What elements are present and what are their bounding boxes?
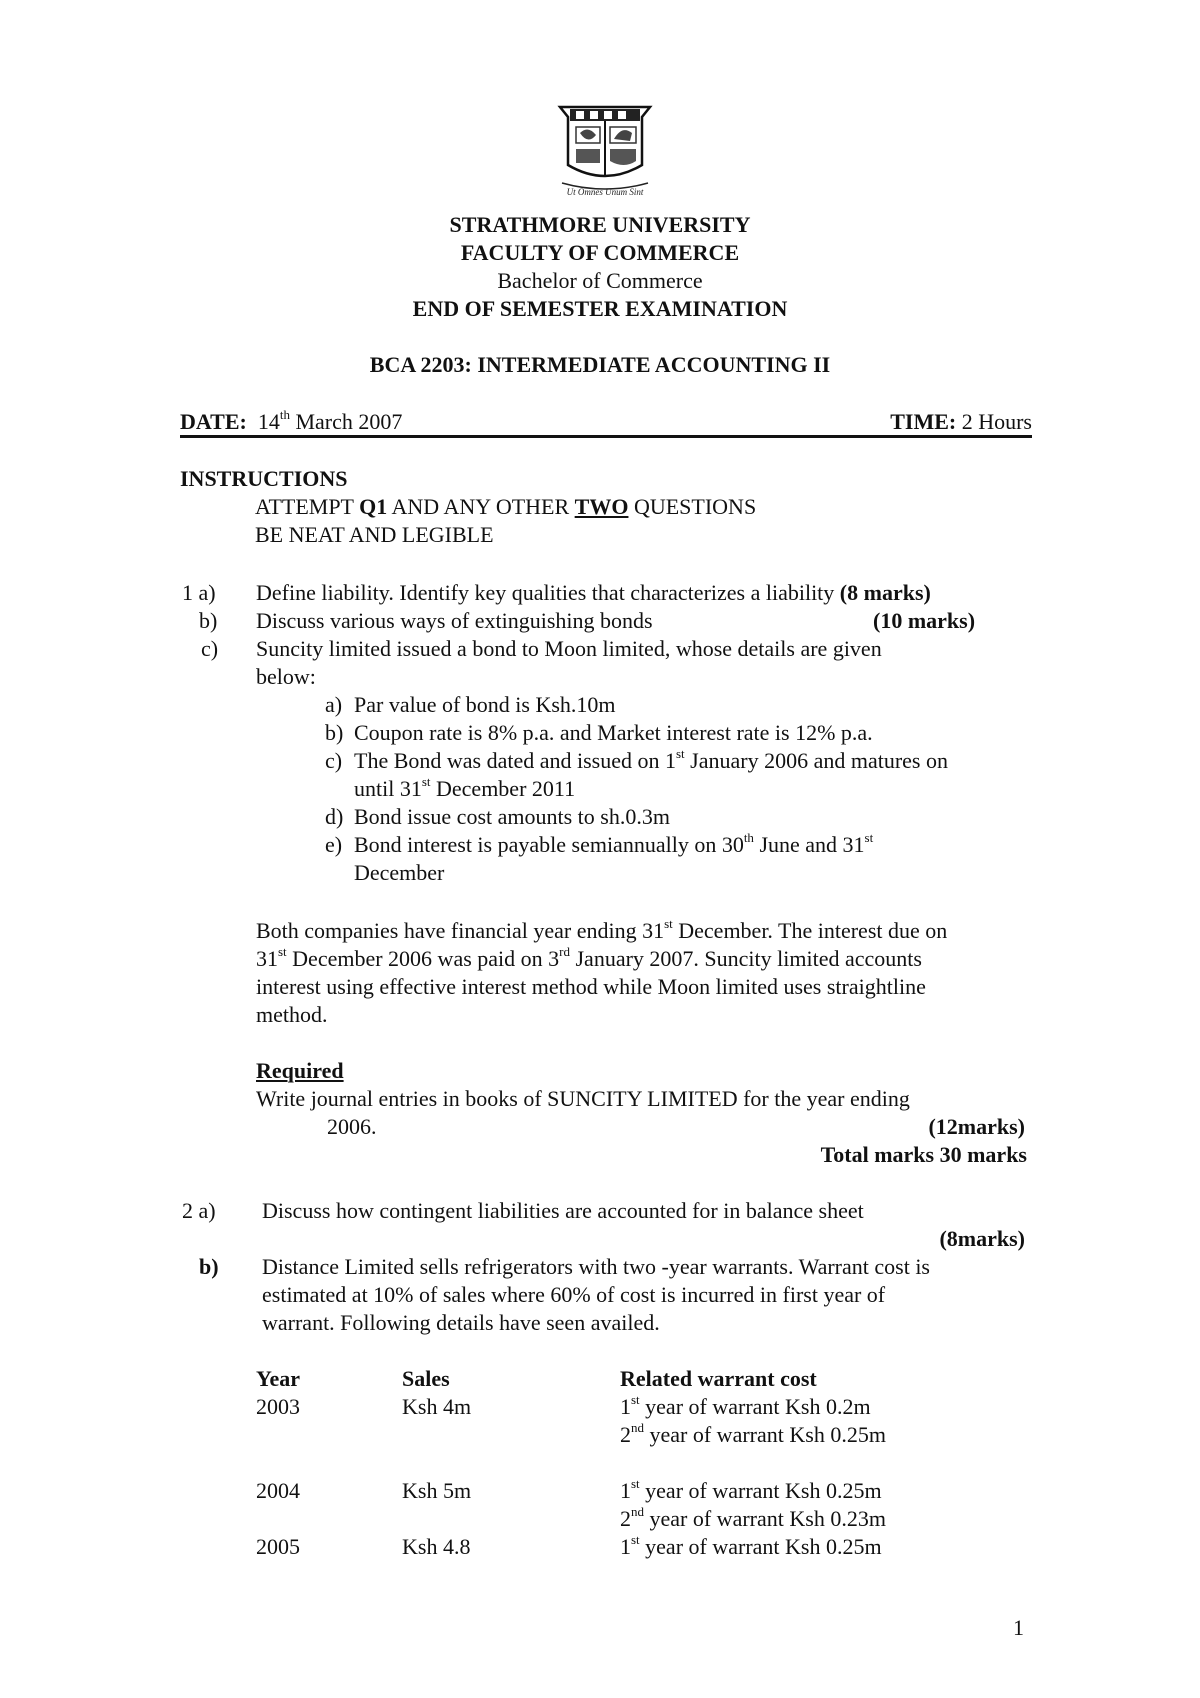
required-line-1: Write journal entries in books of SUNCITY LIMITED for the year ending bbox=[256, 1086, 910, 1111]
q1c-item-d-label: d) bbox=[325, 804, 344, 829]
q1a-text: Define liability. Identify key qualities that characterizes a liability (8 marks) bbox=[256, 580, 931, 605]
q2a-marks: (8marks) bbox=[939, 1226, 1025, 1251]
q1c-item-d: Bond issue cost amounts to sh.0.3m bbox=[354, 804, 670, 829]
table-header-sales: Sales bbox=[402, 1366, 450, 1391]
instructions-heading: INSTRUCTIONS bbox=[180, 466, 348, 491]
table-row-2005-year: 2005 bbox=[256, 1534, 300, 1559]
q1c-text-line-2: below: bbox=[256, 664, 316, 689]
q1b-number: b) bbox=[199, 608, 218, 633]
q1c-item-c-line-2: until 31st December 2011 bbox=[354, 773, 576, 801]
table-row-2005-sales: Ksh 4.8 bbox=[402, 1534, 471, 1559]
exam-time: TIME: 2 Hours bbox=[890, 409, 1032, 434]
q1c-item-c-label: c) bbox=[325, 748, 343, 773]
q1c-item-e-label: e) bbox=[325, 832, 343, 857]
q2a-text: Discuss how contingent liabilities are accounted for in balance sheet bbox=[262, 1198, 864, 1223]
q1a-number: 1 a) bbox=[182, 580, 216, 605]
q1c-item-c-line-1: The Bond was dated and issued on 1st January 2006 and matures on bbox=[354, 745, 948, 773]
exam-title: END OF SEMESTER EXAMINATION bbox=[412, 296, 788, 321]
q2b-text-line-1: Distance Limited sells refrigerators with two -year warrants. Warrant cost is bbox=[262, 1254, 930, 1279]
q1b-text: Discuss various ways of extinguishing bonds bbox=[256, 608, 653, 633]
q1c-item-b-label: b) bbox=[325, 720, 344, 745]
q2b-text-line-2: estimated at 10% of sales where 60% of cost is incurred in first year of bbox=[262, 1282, 886, 1307]
table-row-2005-cost-1: 1st year of warrant Ksh 0.25m bbox=[620, 1531, 882, 1559]
instruction-line-1: ATTEMPT Q1 AND ANY OTHER TWO QUESTIONS bbox=[255, 494, 757, 519]
table-header-warrant-cost: Related warrant cost bbox=[620, 1366, 817, 1391]
table-row-2004-cost-1: 1st year of warrant Ksh 0.25m bbox=[620, 1475, 882, 1503]
q1c-number: c) bbox=[201, 636, 219, 661]
faculty-name: FACULTY OF COMMERCE bbox=[460, 240, 740, 265]
table-header-year: Year bbox=[256, 1366, 300, 1391]
university-crest-logo bbox=[550, 103, 660, 203]
q1c-item-b: Coupon rate is 8% p.a. and Market interest rate is 12% p.a. bbox=[354, 720, 873, 745]
course-title: BCA 2203: INTERMEDIATE ACCOUNTING II bbox=[369, 352, 831, 377]
university-name: STRATHMORE UNIVERSITY bbox=[449, 212, 751, 237]
q1-paragraph-line-3: interest using effective interest method while Moon limited uses straightline bbox=[256, 974, 926, 999]
q1b-marks: (10 marks) bbox=[873, 608, 976, 633]
table-row-2003-cost-2: 2nd year of warrant Ksh 0.25m bbox=[620, 1419, 886, 1447]
table-row-2003-year: 2003 bbox=[256, 1394, 300, 1419]
q1c-item-a-label: a) bbox=[325, 692, 343, 717]
required-heading: Required bbox=[256, 1058, 344, 1083]
table-row-2003-sales: Ksh 4m bbox=[402, 1394, 472, 1419]
required-line-2: 2006. bbox=[327, 1114, 377, 1139]
header-divider bbox=[180, 435, 1032, 438]
q1-paragraph-line-4: method. bbox=[256, 1002, 328, 1027]
programme-name: Bachelor of Commerce bbox=[497, 268, 703, 293]
q1c-item-a: Par value of bond is Ksh.10m bbox=[354, 692, 616, 717]
q1-paragraph-line-2: 31st December 2006 was paid on 3rd January 2007. Suncity limited accounts bbox=[256, 943, 922, 971]
table-row-2004-cost-2: 2nd year of warrant Ksh 0.23m bbox=[620, 1503, 886, 1531]
q2b-text-line-3: warrant. Following details have seen availed. bbox=[262, 1310, 660, 1335]
q2a-number: 2 a) bbox=[182, 1198, 216, 1223]
q1c-item-e-line-1: Bond interest is payable semiannually on 30th June and 31st bbox=[354, 829, 874, 857]
q1c-text-line-1: Suncity limited issued a bond to Moon limited, whose details are given bbox=[256, 636, 882, 661]
page-number: 1 bbox=[1013, 1615, 1024, 1640]
q1c-item-e-line-2: December bbox=[354, 860, 445, 885]
q2b-number: b) bbox=[199, 1254, 219, 1279]
q1-paragraph-line-1: Both companies have financial year ending 31st December. The interest due on bbox=[256, 915, 948, 943]
table-row-2004-sales: Ksh 5m bbox=[402, 1478, 472, 1503]
required-marks: (12marks) bbox=[928, 1114, 1025, 1139]
table-row-2003-cost-1: 1st year of warrant Ksh 0.2m bbox=[620, 1391, 871, 1419]
exam-date: DATE: 14th March 2007 bbox=[180, 406, 403, 434]
table-row-2004-year: 2004 bbox=[256, 1478, 300, 1503]
instruction-line-2: BE NEAT AND LEGIBLE bbox=[255, 522, 494, 547]
q1-total-marks: Total marks 30 marks bbox=[820, 1142, 1027, 1167]
crest-motto: Ut Omnes Unum Sint bbox=[566, 187, 644, 197]
